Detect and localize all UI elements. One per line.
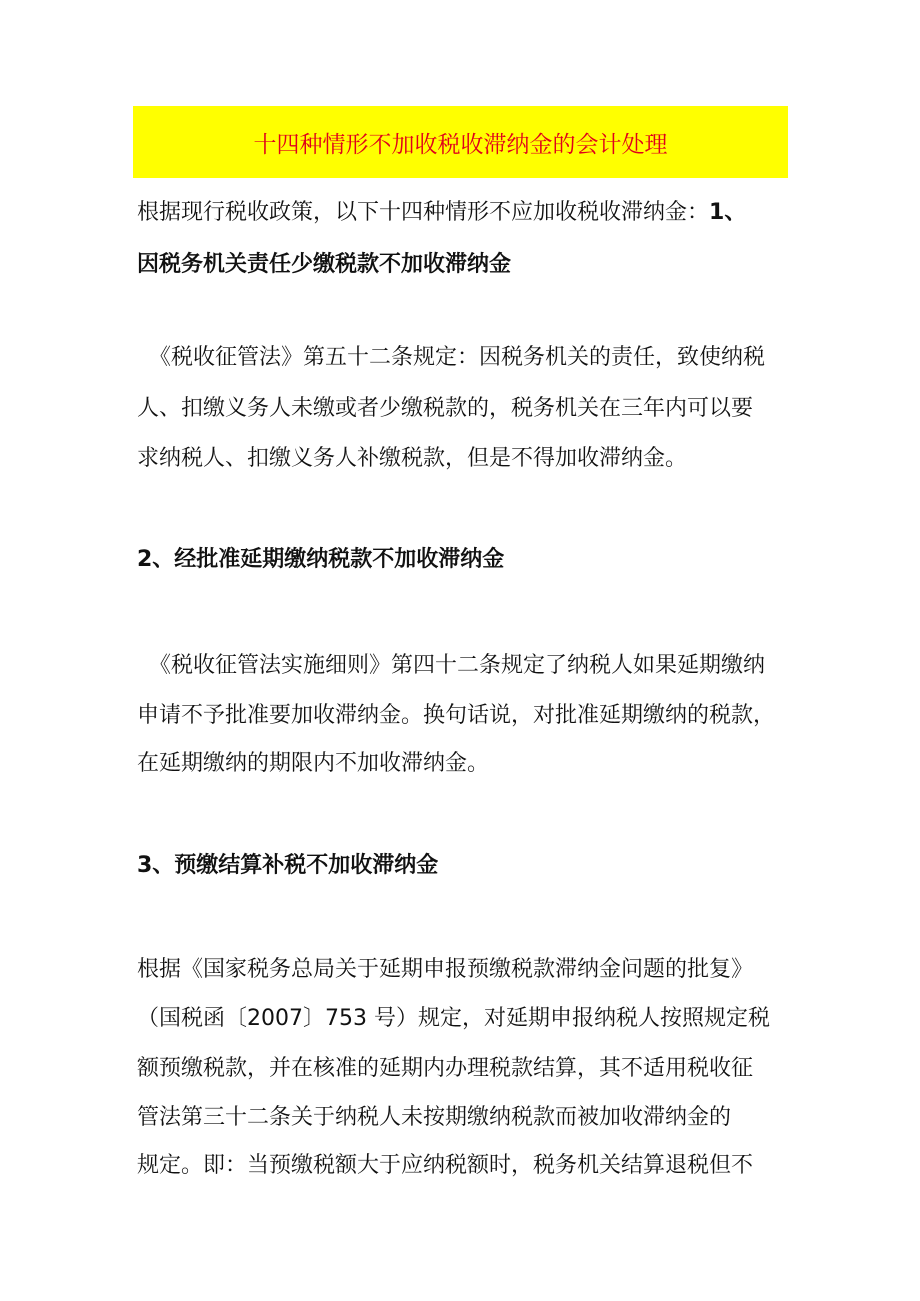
section2-paragraph-line: 《税收征管法实施细则》第四十二条规定了纳税人如果延期缴纳 xyxy=(149,653,766,678)
intro-line-1 xyxy=(137,198,746,228)
section2-paragraph-line: 在延期缴纳的期限内不加收滞纳金。 xyxy=(137,751,490,776)
section1-paragraph-line: 求纳税人、扣缴义务人补缴税款，但是不得加收滞纳金。 xyxy=(137,446,688,471)
section3-heading: 3、预缴结算补税不加收滞纳金 xyxy=(137,853,439,878)
section1-heading: 因税务机关责任少缴税款不加收滞纳金 xyxy=(137,252,512,277)
title-banner xyxy=(133,106,788,178)
section3-paragraph-line: 额预缴税款，并在核准的延期内办理税款结算，其不适用税收征 xyxy=(137,1056,754,1081)
section2-heading: 2、经批准延期缴纳税款不加收滞纳金 xyxy=(137,547,505,572)
section3-paragraph-line: （国税函〔2007〕753 号）规定，对延期申报纳税人按照规定税 xyxy=(137,1006,770,1031)
section1-paragraph-line: 《税收征管法》第五十二条规定：因税务机关的责任，致使纳税 xyxy=(149,345,766,370)
section2-paragraph-line: 申请不予批准要加收滞纳金。换句话说，对批准延期缴纳的税款， xyxy=(137,703,776,728)
intro-item-number: 1、 xyxy=(709,200,747,225)
section3-paragraph-line: 规定。即：当预缴税额大于应纳税额时，税务机关结算退税但不 xyxy=(137,1153,754,1178)
intro-text: 根据现行税收政策，以下十四种情形不应加收税收滞纳金： xyxy=(137,200,710,225)
section3-paragraph-line: 根据《国家税务总局关于延期申报预缴税款滞纳金问题的批复》 xyxy=(137,957,754,982)
section1-paragraph-line: 人、扣缴义务人未缴或者少缴税款的，税务机关在三年内可以要 xyxy=(137,396,754,421)
document-title: 十四种情形不加收税收滞纳金的会计处理 xyxy=(253,131,668,158)
section3-paragraph-line: 管法第三十二条关于纳税人未按期缴纳税款而被加收滞纳金的 xyxy=(137,1105,732,1130)
